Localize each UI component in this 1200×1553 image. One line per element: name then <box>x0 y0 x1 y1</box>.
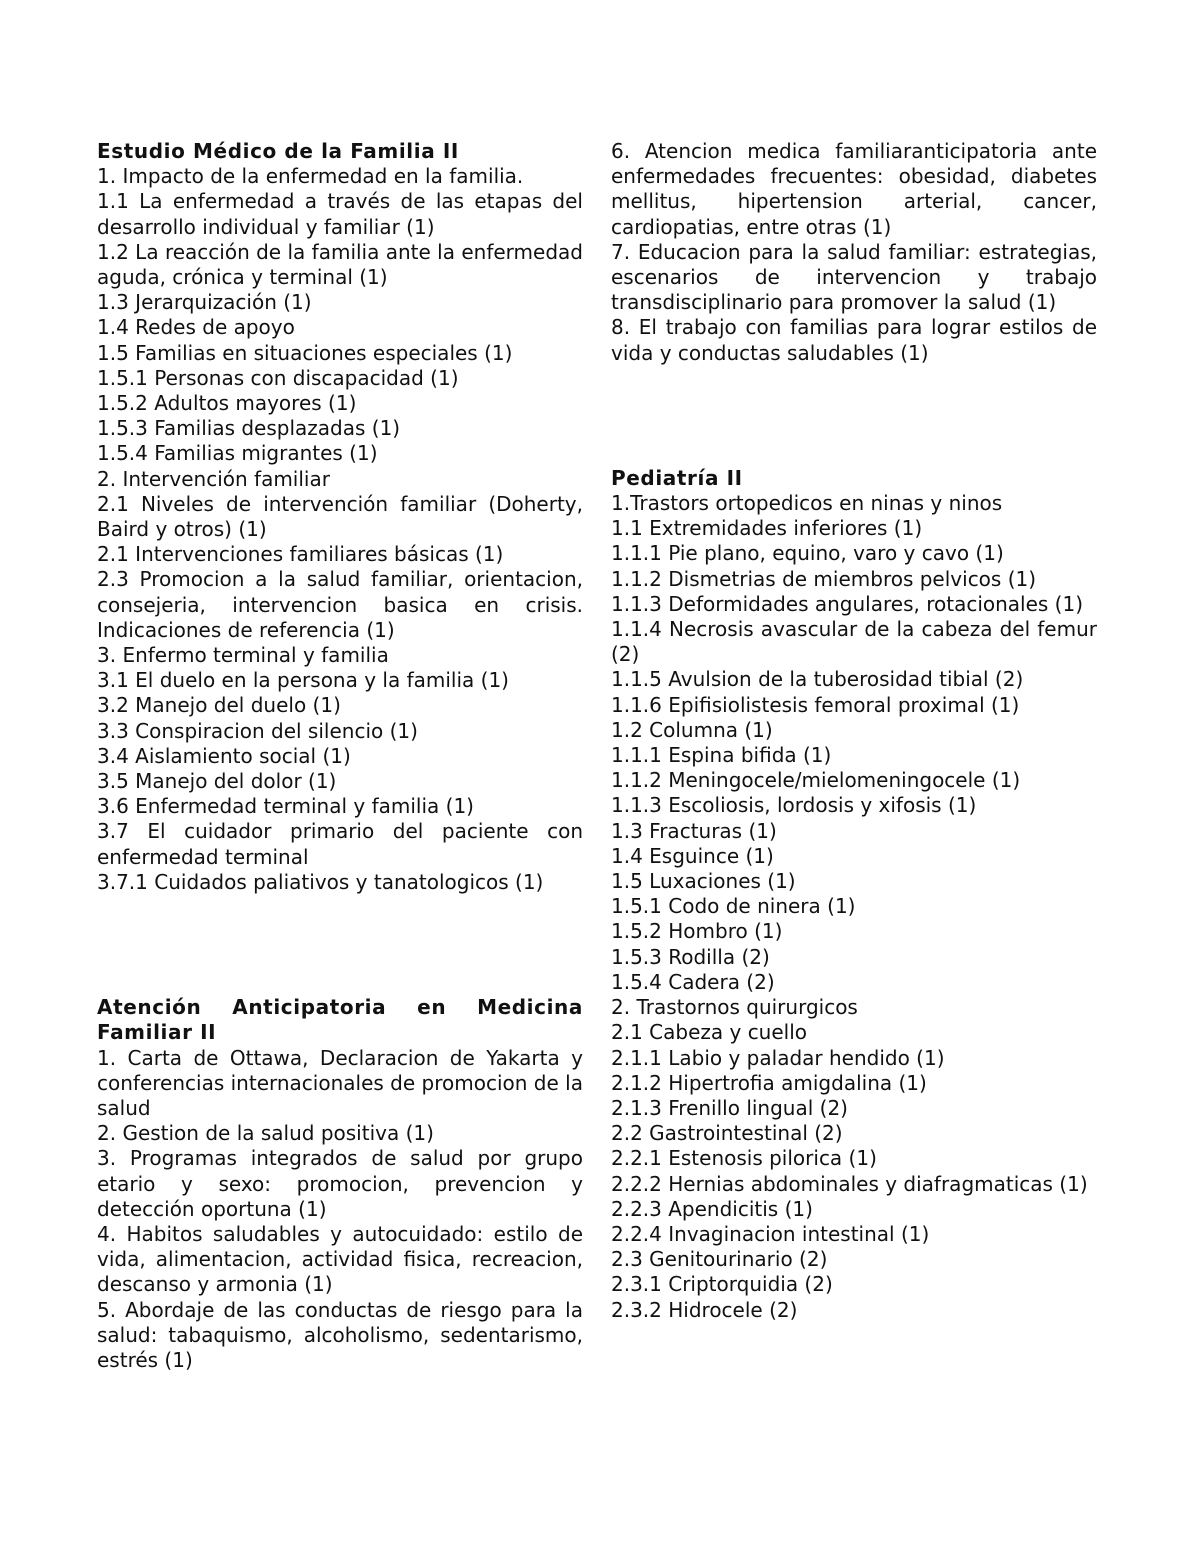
list-item: 1.5.4 Cadera (2) <box>611 969 775 994</box>
list-item: 1.1.6 Epifisiolistesis femoral proximal (1) <box>611 692 1020 717</box>
list-item: 5. Abordaje de las conductas de riesgo para la salud: tabaquismo, alcoholismo, sedentarismo, estrés (1) <box>97 1297 583 1372</box>
section-spacer <box>97 895 583 995</box>
list-item: 3.7 El cuidador primario del paciente con enfermedad terminal <box>97 819 583 869</box>
list-item: 1.1.1 Espina bifida (1) <box>611 743 832 768</box>
section-spacer <box>611 366 1097 466</box>
list-item: 8. El trabajo con familias para lograr estilos de vida y conductas saludables (1) <box>611 315 1097 365</box>
list-item: 2.2.3 Apendicitis (1) <box>611 1196 813 1221</box>
list-item: 1.5.3 Familias desplazadas (1) <box>97 416 401 441</box>
list-item: 3. Programas integrados de salud por grupo etario y sexo: promocion, prevencion y detección oportuna (1) <box>97 1146 583 1221</box>
list-item: 1.4 Redes de apoyo <box>97 315 295 340</box>
list-item: 2.3.1 Criptorquidia (2) <box>611 1272 833 1297</box>
list-item: 7. Educacion para la salud familiar: estrategias, escenarios de intervencion y trabajo transdisciplinario para promover la salud (1) <box>611 239 1097 315</box>
list-item: 3.6 Enfermedad terminal y familia (1) <box>97 794 474 819</box>
list-item: 1.1.2 Dismetrias de miembros pelvicos (1) <box>611 566 1037 591</box>
list-item: 1. Impacto de la enfermedad en la familia. <box>97 164 524 189</box>
right-column <box>611 139 1097 1323</box>
list-item: 2. Trastornos quirurgicos <box>611 995 858 1020</box>
list-item: 1.1.3 Deformidades angulares, rotacionales (1) <box>611 591 1084 616</box>
list-item: 1.1 Extremidades inferiores (1) <box>611 516 923 541</box>
list-item: 1.2 Columna (1) <box>611 717 773 742</box>
section-title-pediatria: Pediatría II <box>611 465 743 490</box>
list-item: 1.3 Jerarquización (1) <box>97 290 312 315</box>
list-item: 1.1.2 Meningocele/mielomeningocele (1) <box>611 768 1021 793</box>
list-item: 3.5 Manejo del dolor (1) <box>97 769 337 794</box>
list-item: 2.2 Gastrointestinal (2) <box>611 1121 843 1146</box>
section-list-familia <box>97 164 583 895</box>
list-item: 4. Habitos saludables y autocuidado: estilo de vida, alimentacion, actividad fisica, recreacion, descanso y armonia (1) <box>97 1221 583 1297</box>
list-item: 1.5.1 Codo de ninera (1) <box>611 894 856 919</box>
list-item: 1.1.5 Avulsion de la tuberosidad tibial (2) <box>611 667 1024 692</box>
list-item: 1. Carta de Ottawa, Declaracion de Yakarta y conferencias internacionales de promocion de la salud <box>97 1045 583 1120</box>
list-item: 2.1 Cabeza y cuello <box>611 1020 808 1045</box>
list-item: 1.1.3 Escoliosis, lordosis y xifosis (1) <box>611 793 977 818</box>
list-item: 2.1 Intervenciones familiares básicas (1) <box>97 542 504 567</box>
list-item: 2.1 Niveles de intervención familiar (Doherty, Baird y otros) (1) <box>97 491 583 542</box>
list-item: 2.3.2 Hidrocele (2) <box>611 1297 798 1322</box>
list-item: 1.5 Luxaciones (1) <box>611 869 796 894</box>
left-column <box>97 139 583 1373</box>
list-item: 2.2.4 Invaginacion intestinal (1) <box>611 1221 930 1246</box>
list-item: 3. Enfermo terminal y familia <box>97 643 389 668</box>
list-item: 1.5.3 Rodilla (2) <box>611 944 770 969</box>
list-item: 2.1.3 Frenillo lingual (2) <box>611 1095 848 1120</box>
list-item: 2.2.2 Hernias abdominales y diafragmaticas (1) <box>611 1171 1088 1196</box>
list-item: 3.7.1 Cuidados paliativos y tanatologicos (1) <box>97 869 544 894</box>
list-item: 1.3 Fracturas (1) <box>611 818 777 843</box>
section-title-anticipatoria: Atención Anticipatoria en Medicina Familiar II <box>97 995 583 1045</box>
list-item: 1.4 Esguince (1) <box>611 843 774 868</box>
list-item: 2.3 Promocion a la salud familiar, orientacion, consejeria, intervencion basica en crisis. Indicaciones de referencia (1) <box>97 567 583 642</box>
section-list-anticipatoria-continued <box>611 139 1097 366</box>
list-item: 2.1.1 Labio y paladar hendido (1) <box>611 1045 945 1070</box>
list-item: 6. Atencion medica familiaranticipatoria ante enfermedades frecuentes: obesidad, diabetes mellitus, hipertension arterial, cancer, cardiopatias, entre otras (1) <box>611 139 1097 239</box>
list-item: 1.2 La reacción de la familia ante la enfermedad aguda, crónica y terminal (1) <box>97 239 583 290</box>
list-item: 2. Gestion de la salud positiva (1) <box>97 1121 434 1146</box>
list-item: 3.2 Manejo del duelo (1) <box>97 693 341 718</box>
list-item: 1.Trastors ortopedicos en ninas y ninos <box>611 491 1003 516</box>
list-item: 3.4 Aislamiento social (1) <box>97 743 351 768</box>
list-item: 1.1.4 Necrosis avascular de la cabeza del femur (2) <box>611 617 1097 667</box>
section-list-anticipatoria <box>97 1046 583 1374</box>
list-item: 2. Intervención familiar <box>97 466 330 491</box>
list-item: 3.3 Conspiracion del silencio (1) <box>97 718 418 743</box>
list-item: 3.1 El duelo en la persona y la familia (1) <box>97 668 509 693</box>
list-item: 1.5 Familias en situaciones especiales (1) <box>97 340 513 365</box>
list-item: 2.3 Genitourinario (2) <box>611 1247 828 1272</box>
list-item: 2.1.2 Hipertrofia amigdalina (1) <box>611 1070 927 1095</box>
list-item: 1.5.4 Familias migrantes (1) <box>97 441 378 466</box>
list-item: 1.1 La enfermedad a través de las etapas del desarrollo individual y familiar (1) <box>97 189 583 239</box>
list-item: 1.5.2 Hombro (1) <box>611 919 783 944</box>
list-item: 1.5.1 Personas con discapacidad (1) <box>97 365 459 390</box>
section-list-pediatria <box>611 491 1097 1323</box>
section-title-familia: Estudio Médico de la Familia II <box>97 139 459 163</box>
list-item: 1.1.1 Pie plano, equino, varo y cavo (1) <box>611 541 1004 566</box>
list-item: 1.5.2 Adultos mayores (1) <box>97 391 357 416</box>
list-item: 2.2.1 Estenosis pilorica (1) <box>611 1146 877 1171</box>
